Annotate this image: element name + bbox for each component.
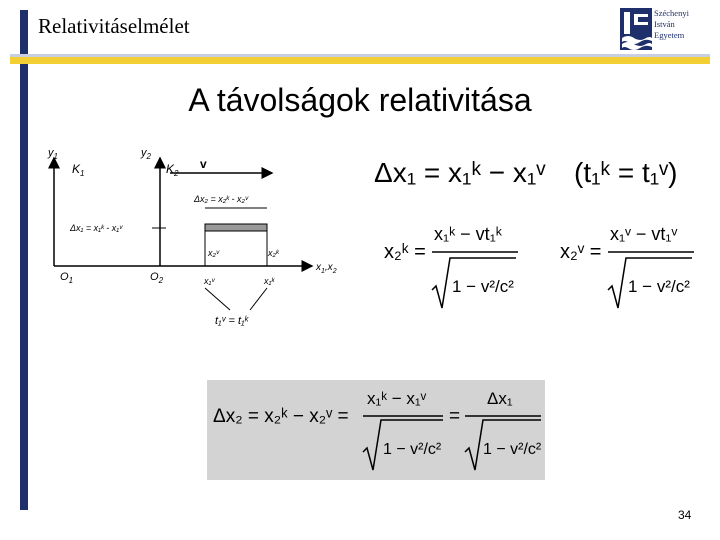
slide-title: A távolságok relativitása (188, 82, 532, 118)
boxed-equals: = (449, 406, 461, 427)
logo-line-1: Széchenyi (654, 8, 689, 18)
time-line-left (205, 288, 230, 310)
label-x1v: x₁ᵛ (204, 276, 215, 286)
formula-dx1 (372, 150, 562, 194)
formula-x2k-numerator: x₁ᵏ − vt₁ᵏ (434, 224, 502, 244)
label-x2v: x₂ᵛ (208, 248, 220, 258)
header-title: Relativitáselmélet (38, 14, 190, 38)
formula-x2k-sqrt-body: 1 − v²/c² (452, 277, 514, 296)
label-O2: $O_2$ (150, 271, 164, 285)
label-dx2: Δx₂ = x₂ᵏ - x₂ᵛ (194, 194, 249, 204)
boxed-numerator-2: Δx₁ (487, 389, 513, 408)
formula-x2v-sqrt-body: 1 − v²/c² (628, 277, 690, 296)
label-x1k: x₁ᵏ (264, 276, 275, 286)
logo-line-2: István (654, 19, 675, 29)
formula-x2k (384, 218, 524, 314)
logo-line-3: Egyetem (654, 30, 685, 40)
formula-x2v (560, 218, 700, 314)
moving-rod (205, 224, 267, 231)
label-x2k: x₂ᵏ (268, 248, 279, 258)
reference-frames-diagram (40, 140, 360, 340)
formula-time-condition-text: (t₁ᵏ = t₁ᵛ) (574, 157, 678, 188)
boxed-lhs: Δx₂ = x₂ᵏ − x₂ᵛ = (213, 406, 349, 427)
label-dx1: Δx₁ = x₁ᵏ - x₁ᵛ (70, 223, 123, 233)
label-time-equality: t₁ᵛ = t₁ᵏ (215, 315, 248, 327)
label-K1: $K_1$ (72, 162, 85, 178)
formula-dx1-text: Δx₁ = x₁ᵏ − x₁ᵛ (374, 157, 546, 188)
formula-time-condition (574, 146, 684, 196)
formula-x2v-numerator: x₁ᵛ − vt₁ᵛ (610, 224, 678, 244)
time-line-right (250, 288, 267, 310)
boxed-numerator-1: x₁ᵏ − x₁ᵛ (367, 389, 427, 408)
length-contraction-formula-box (207, 380, 545, 480)
label-y2: $y_2$ (141, 147, 151, 161)
label-x-axis: $x_1,x_2$ (316, 262, 337, 275)
boxed-sqrt-body-2: 1 − v²/c² (483, 441, 542, 458)
formula-x2k-lhs: x₂ᵏ = (384, 241, 426, 263)
formula-x2v-lhs: x₂ᵛ = (560, 241, 602, 263)
label-velocity: v (200, 157, 207, 171)
boxed-sqrt-body-1: 1 − v²/c² (383, 441, 442, 458)
university-logo-icon (620, 8, 652, 50)
length-contraction-formula (207, 380, 545, 480)
label-K2: $K_2$ (166, 162, 179, 178)
label-y1: $y_1$ (48, 147, 58, 161)
university-name (654, 8, 689, 41)
label-O1: $O_1$ (60, 271, 74, 285)
header-rule-gold (10, 57, 710, 64)
page-number: 34 (678, 508, 692, 522)
